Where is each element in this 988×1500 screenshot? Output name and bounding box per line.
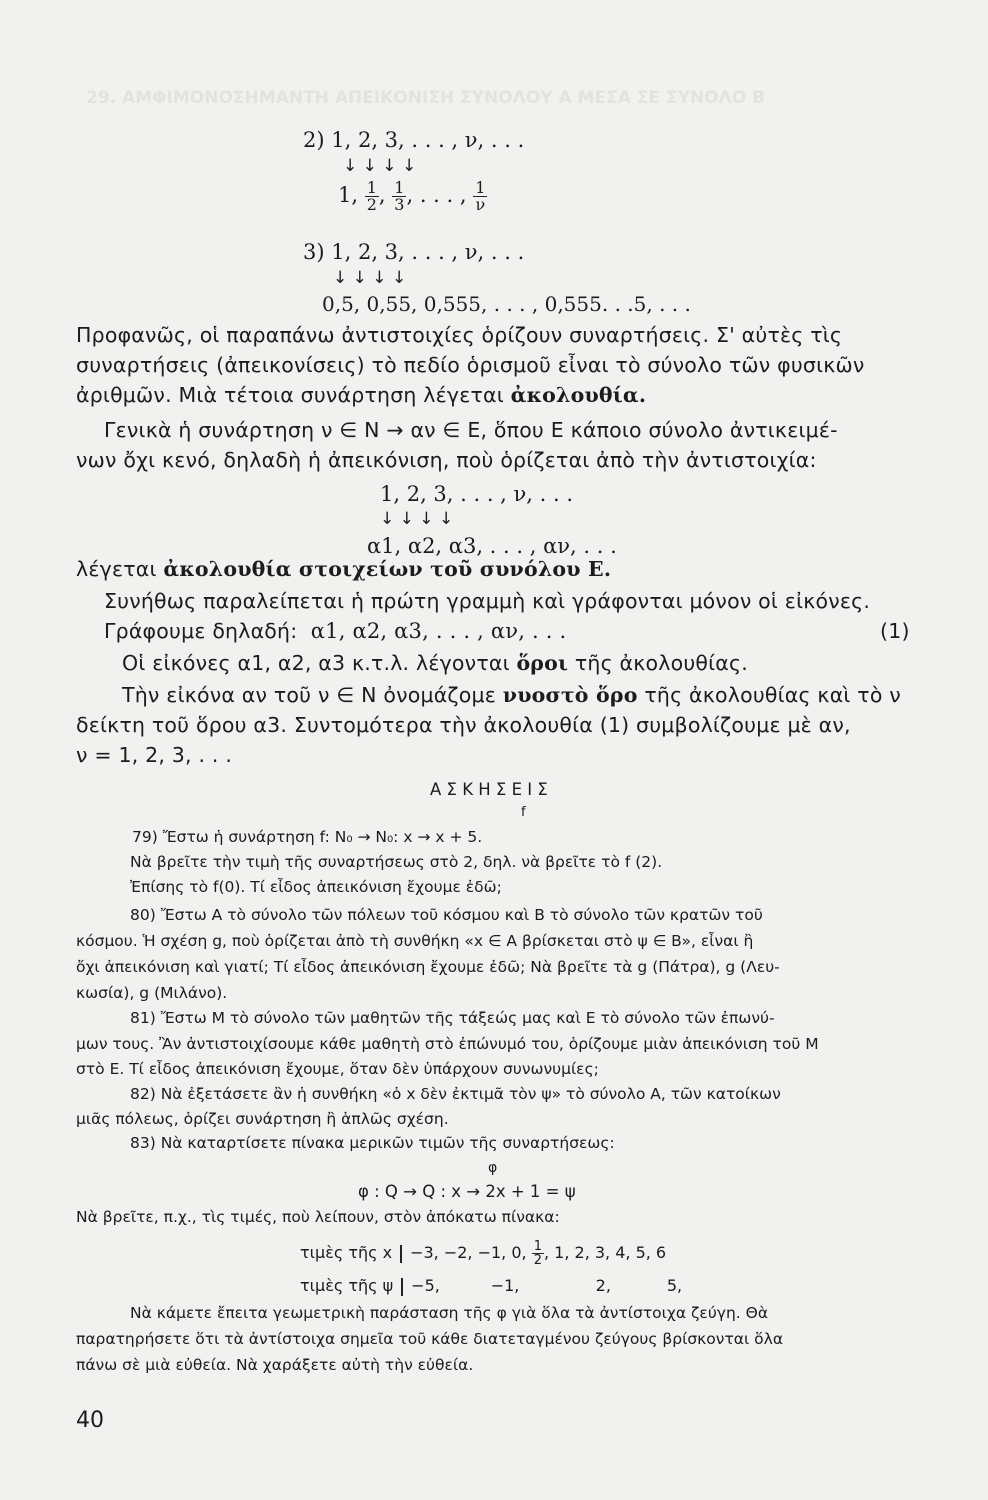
example-3-domain: 1, 2, 3, . . . , ν, . . . — [331, 240, 525, 264]
paragraph-1-line-3 — [76, 383, 646, 407]
example-2-domain: 1, 2, 3, . . . , ν, . . . — [331, 128, 525, 152]
exercise-83-line-1: 83) Νὰ καταρτίσετε πίνακα μερικῶν τιμῶν τῆς συναρτήσεως: — [130, 1134, 615, 1152]
nth-suffix: τῆς ἀκολουθίας καὶ τὸ ν — [644, 683, 901, 707]
example-3-sequence — [303, 240, 524, 264]
find-line: Νὰ βρεῖτε, π.χ., τὶς τιμές, ποὺ λείπουν, στὸν ἀπόκατω πίνακα: — [76, 1208, 560, 1226]
row-x-values-b: , 1, 2, 3, 4, 5, 6 — [544, 1243, 667, 1262]
fraction-1-3 — [392, 180, 406, 213]
ellipsis: , . . . , — [406, 183, 467, 207]
definition-line — [76, 557, 611, 581]
paragraph-2-line-1: Γενικὰ ἡ συνάρτηση ν ∈ Ν → αν ∈ Ε, ὅπου Ε κάποιο σύνολο ἀντικειμέ- — [104, 418, 838, 442]
f-label: f — [521, 805, 526, 820]
frac-den: 2 — [366, 195, 377, 214]
exercise-80-line-3: ὄχι ἀπεικόνιση καὶ γιατί; Τί εἶδος ἀπεικόνιση ἔχουμε ἐδῶ; Νὰ βρεῖτε τὰ g (Πάτρα), g (Λευ- — [76, 958, 780, 976]
nth-prefix: Τὴν εἰκόνα αν τοῦ ν ∈ Ν ὀνομάζομε — [122, 683, 497, 707]
frac-num: 1 — [533, 1239, 542, 1254]
final-line-2: παρατηρήσετε ὅτι τὰ ἀντίστοιχα σημεῖα τοῦ κάθε διατεταγμένου ζεύγους βρίσκονται ὅλα — [76, 1330, 784, 1348]
paragraph-2-line-2: νων ὄχι κενό, δηλαδὴ ἡ ἀπεικόνιση, ποὺ ὁρίζεται ἀπὸ τὴν ἀντιστοιχία: — [76, 448, 817, 472]
term-nth: νυοστὸ ὅρο — [502, 683, 638, 707]
write-line — [104, 619, 566, 643]
ghost-heading: 29. ΑΜΦΙΜΟΝΟΣΗΜΑΝΤΗ ΑΠΕΙΚΟΝΙΣΗ ΣΥΝΟΛΟΥ Α ΜΕΣΑ ΣΕ ΣΥΝΟΛΟ Β — [86, 88, 766, 108]
table-row-x — [300, 1240, 666, 1267]
fraction-1-2-table — [532, 1240, 544, 1267]
write-prefix: Γράφουμε δηλαδή: — [104, 619, 298, 643]
terms-suffix: τῆς ἀκολουθίας. — [574, 651, 748, 675]
example-3-label: 3) — [303, 240, 325, 264]
nth-term-line — [122, 683, 901, 707]
exercise-81-line-3: στὸ Ε. Τί εἶδος ἀπεικόνιση ἔχουμε, ὅταν δὲν ὑπάρχουν συνωνυμίες; — [76, 1060, 599, 1078]
row-psi-values: −5, −1, 2, 5, — [411, 1276, 683, 1295]
fraction-1-nu — [473, 180, 487, 213]
phi-definition: φ : Q → Q : x → 2x + 1 = ψ — [358, 1182, 576, 1201]
exercise-81-line-1: 81) Ἔστω Μ τὸ σύνολο τῶν μαθητῶν τῆς τάξεώς μας καὶ Ε τὸ σύνολο τῶν ἐπωνύ- — [130, 1009, 775, 1027]
row-x-label: τιμὲς τῆς x — [300, 1243, 393, 1262]
paragraph-3: Συνήθως παραλείπεται ἡ πρώτη γραμμὴ καὶ γράφονται μόνον οἱ εἰκόνες. — [104, 589, 871, 613]
exercise-79-line-1: 79) Ἔστω ἡ συνάρτηση f: N₀ → N₀: x → x + 5. — [132, 828, 483, 846]
write-sequence: α1, α2, α3, . . . , αν, . . . — [310, 619, 567, 643]
frac-den: ν — [473, 196, 487, 213]
phi-label: φ — [488, 1160, 498, 1176]
exercise-80-line-1: 80) Ἔστω Α τὸ σύνολο τῶν πόλεων τοῦ κόσμου καὶ Β τὸ σύνολο τῶν κρατῶν τοῦ — [130, 906, 763, 924]
term-sequence: ἀκολουθία. — [510, 383, 647, 407]
example-2-arrows: ↓ ↓ ↓ ↓ — [343, 156, 417, 176]
exercise-80-line-4: κωσία), g (Μιλάνο). — [76, 984, 228, 1002]
example-3-images: 0,5, 0,55, 0,555, . . . , 0,555. . .5, . . . — [322, 292, 691, 316]
frac-den: 2 — [533, 1253, 542, 1268]
row-psi-label: τιμὲς τῆς ψ — [300, 1276, 394, 1295]
example-2-image-1: 1, — [338, 183, 359, 207]
frac-num: 1 — [475, 178, 486, 197]
term-sequence-of-elements: ἀκολουθία στοιχείων τοῦ συνόλου Ε. — [163, 557, 612, 581]
table-divider — [400, 1245, 402, 1263]
table-divider — [401, 1278, 403, 1296]
table-row-psi — [300, 1276, 682, 1296]
general-arrows: ↓ ↓ ↓ ↓ — [380, 509, 454, 529]
term-terms: ὅροι — [516, 651, 569, 675]
exercise-82-line-1: 82) Νὰ ἐξετάσετε ἂν ἡ συνθήκη «ὁ x δὲν ἐκτιμᾶ τὸν ψ» τὸ σύνολο Α, τῶν κατοίκων — [130, 1085, 781, 1103]
frac-den: 3 — [394, 195, 405, 214]
paragraph-1-text: ἀριθμῶν. Μιὰ τέτοια συνάρτηση λέγεται — [76, 383, 504, 407]
exercise-82-line-2: μιᾶς πόλεως, ὁρίζει συνάρτηση ἢ ἁπλῶς σχέση. — [76, 1110, 449, 1128]
example-2-label: 2) — [303, 128, 325, 152]
example-2-sequence — [303, 128, 524, 152]
terms-line — [122, 651, 748, 675]
index-line-2: ν = 1, 2, 3, . . . — [76, 743, 233, 767]
exercise-81-line-2: μων τους. Ἂν ἀντιστοιχίσουμε κάθε μαθητὴ στὸ ἐπώνυμό του, ὁρίζουμε μιὰν ἀπεικόνιση τοῦ Μ — [76, 1035, 819, 1053]
general-domain: 1, 2, 3, . . . , ν, . . . — [380, 482, 574, 506]
frac-num: 1 — [394, 178, 405, 197]
exercise-80-line-2: κόσμου. Ἡ σχέση g, ποὺ ὁρίζεται ἀπὸ τὴ συνθήκη «x ∈ A βρίσκεται στὸ ψ ∈ B», εἶναι ἢ — [76, 932, 754, 950]
row-x-values-a: −3, −2, −1, 0, — [410, 1243, 527, 1262]
terms-prefix: Οἱ εἰκόνες α1, α2, α3 κ.τ.λ. λέγονται — [122, 651, 510, 675]
exercise-79-line-3: Ἐπίσης τὸ f(0). Τί εἶδος ἀπεικόνιση ἔχουμε ἐδῶ; — [130, 878, 502, 896]
page-number: 40 — [76, 1408, 104, 1433]
exercise-79-line-2: Νὰ βρεῖτε τὴν τιμὴ τῆς συναρτήσεως στὸ 2, δηλ. νὰ βρεῖτε τὸ f (2). — [130, 853, 663, 871]
index-line: δείκτη τοῦ ὅρου α3. Συντομότερα τὴν ἀκολουθία (1) συμβολίζουμε μὲ αν, — [76, 713, 851, 737]
final-line-3: πάνω σὲ μιὰ εὐθεία. Νὰ χαράξετε αὐτὴ τὴν εὐθεία. — [76, 1356, 474, 1374]
frac-num: 1 — [366, 178, 377, 197]
equation-label: (1) — [880, 619, 910, 643]
paragraph-1-line-1: Προφανῶς, οἱ παραπάνω ἀντιστοιχίες ὁρίζουν συναρτήσεις. Σ' αὐτὲς τὶς — [76, 323, 843, 347]
general-images: α1, α2, α3, . . . , αν, . . . — [367, 534, 617, 558]
called-prefix: λέγεται — [76, 557, 157, 581]
final-line-1: Νὰ κάμετε ἔπειτα γεωμετρικὴ παράσταση τῆς φ γιὰ ὅλα τὰ ἀντίστοιχα ζεύγη. Θὰ — [130, 1304, 769, 1322]
paragraph-1-line-2: συναρτήσεις (ἀπεικονίσεις) τὸ πεδίο ὁρισμοῦ εἶναι τὸ σύνολο τῶν φυσικῶν — [76, 353, 865, 377]
fraction-1-2 — [365, 180, 379, 213]
exercises-title: Α Σ Κ Η Σ Ε Ι Σ — [430, 780, 548, 799]
example-3-arrows: ↓ ↓ ↓ ↓ — [333, 268, 407, 288]
example-2-images: 1, $\frac{1}{2}$ , $\frac{1}{3}$ , . . . , $\frac{1}{\nu}$ — [338, 178, 486, 214]
